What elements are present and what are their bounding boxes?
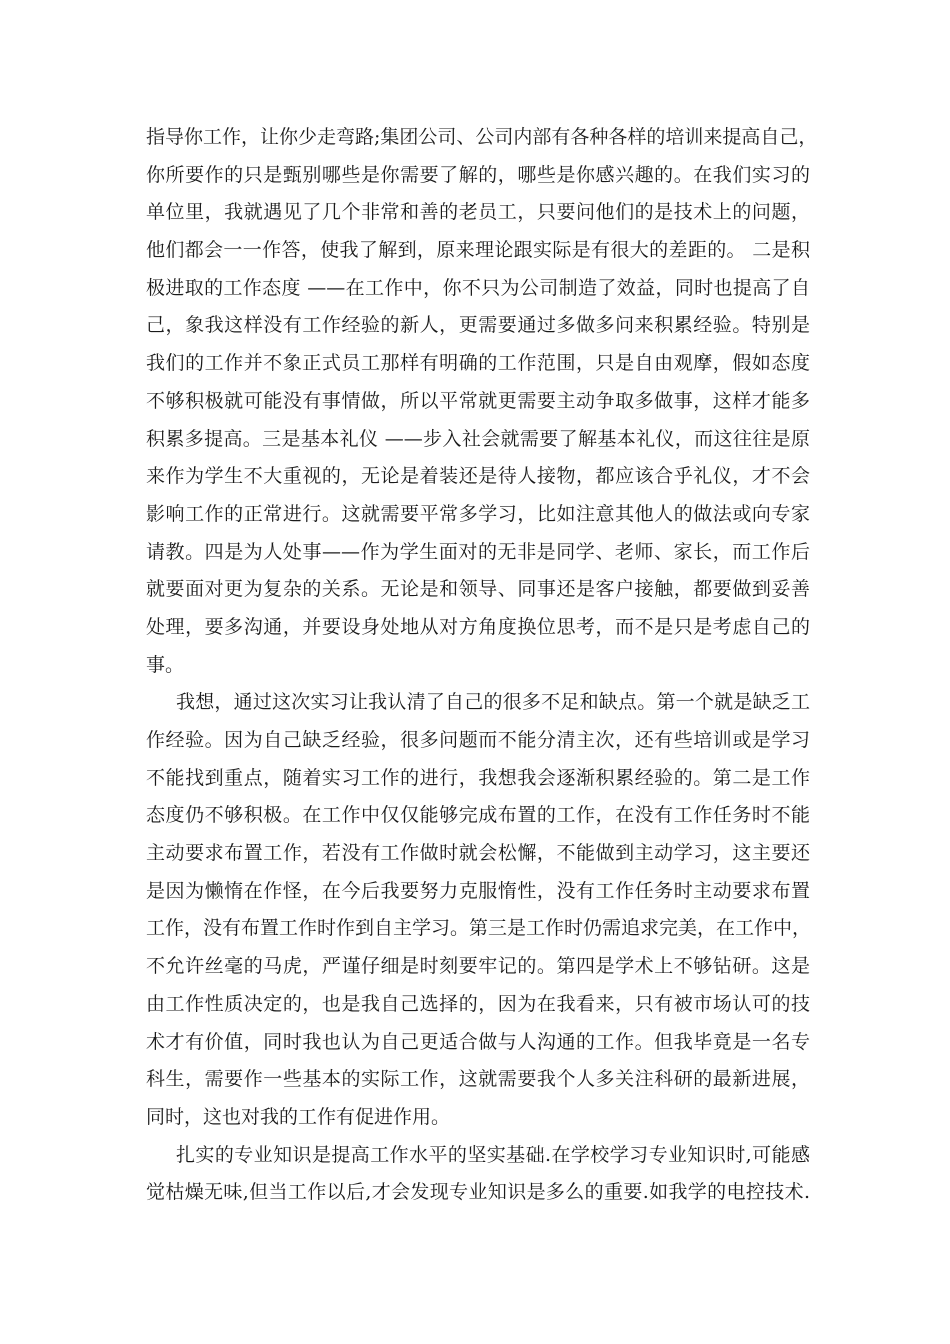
paragraph-line: 不允许丝毫的马虎，严谨仔细是时刻要牢记的。第四是学术上不够钻研。这是: [146, 955, 810, 978]
paragraph-line: 作经验。因为自己缺乏经验，很多问题而不能分清主次，还有些培训或是学习: [146, 729, 810, 751]
paragraph-line: 己，象我这样没有工作经验的新人，更需要通过多做多问来积累经验。特别是: [146, 314, 810, 337]
paragraph-1: [146, 119, 818, 684]
paragraph-line: 扎实的专业知识是提高工作水平的坚实基础.在学校学习专业知识时,可能感: [176, 1143, 810, 1166]
paragraph-line: 影响工作的正常进行。这就需要平常多学习，比如注意其他人的做法或向专家: [146, 502, 810, 525]
paragraph-line: 工作，没有布置工作时作到自主学习。第三是工作时仍需追求完美，在工作中，: [146, 917, 812, 940]
paragraph-line: 术才有价值，同时我也认为自己更适合做与人沟通的工作。但我毕竟是一名专: [146, 1030, 810, 1053]
paragraph-line: 你所要作的只是甄别哪些是你需要了解的，哪些是你感兴趣的。在我们实习的: [146, 163, 810, 186]
paragraph-line: 请教。四是为人处事——作为学生面对的无非是同学、老师、家长，而工作后: [146, 540, 810, 563]
paragraph-line: 积累多提高。三是基本礼仪 ——步入社会就需要了解基本礼仪，而这往往是原: [146, 427, 810, 450]
paragraph-2: [146, 684, 810, 1136]
paragraph-line: 是因为懒惰在作怪，在今后我要努力克服惰性，没有工作任务时主动要求布置: [146, 879, 810, 902]
paragraph-line: 态度仍不够积极。在工作中仅仅能够完成布置的工作，在没有工作任务时不能: [146, 804, 810, 827]
paragraph-line: 极进取的工作态度 ——在工作中，你不只为公司制造了效益，同时也提高了自: [146, 276, 810, 299]
paragraph-3: [146, 1137, 810, 1212]
paragraph-line: 他们都会一一作答，使我了解到，原来理论跟实际是有很大的差距的。 二是积: [146, 239, 810, 262]
paragraph-line: 单位里，我就遇见了几个非常和善的老员工，只要问他们的是技术上的问题，: [146, 201, 810, 224]
paragraph-line: 处理，要多沟通，并要设身处地从对方角度换位思考，而不是只是考虑自己的: [146, 615, 810, 638]
paragraph-line: 科生，需要作一些基本的实际工作，这就需要我个人多关注科研的最新进展，: [146, 1068, 810, 1091]
paragraph-line: 我们的工作并不象正式员工那样有明确的工作范围，只是自由观摩，假如态度: [146, 352, 810, 375]
paragraph-line: 同时，这也对我的工作有促进作用。: [146, 1105, 451, 1128]
paragraph-line: 指导你工作，让你少走弯路;集团公司、公司内部有各种各样的培训来提高自己，: [146, 126, 818, 148]
paragraph-line: 就要面对更为复杂的关系。无论是和领导、同事还是客户接触，都要做到妥善: [146, 578, 810, 601]
paragraph-line: 来作为学生不大重视的，无论是着装还是待人接物，都应该合乎礼仪，才不会: [146, 465, 810, 488]
document-body: [146, 119, 818, 1212]
paragraph-line: 不够积极就可能没有事情做，所以平常就更需要主动争取多做事，这样才能多: [146, 389, 810, 412]
paragraph-line: 由工作性质决定的，也是我自己选择的，因为在我看来，只有被市场认可的技: [146, 992, 810, 1015]
paragraph-line: 事。: [146, 653, 185, 676]
paragraph-line: 主动要求布置工作，若没有工作做时就会松懈，不能做到主动学习，这主要还: [146, 842, 810, 865]
paragraph-line: 我想，通过这次实习让我认清了自己的很多不足和缺点。第一个就是缺乏工: [176, 691, 810, 714]
paragraph-line: 觉枯燥无味,但当工作以后,才会发现专业知识是多么的重要.如我学的电控技术.: [146, 1181, 810, 1204]
paragraph-line: 不能找到重点，随着实习工作的进行，我想我会逐渐积累经验的。第二是工作: [146, 766, 810, 789]
